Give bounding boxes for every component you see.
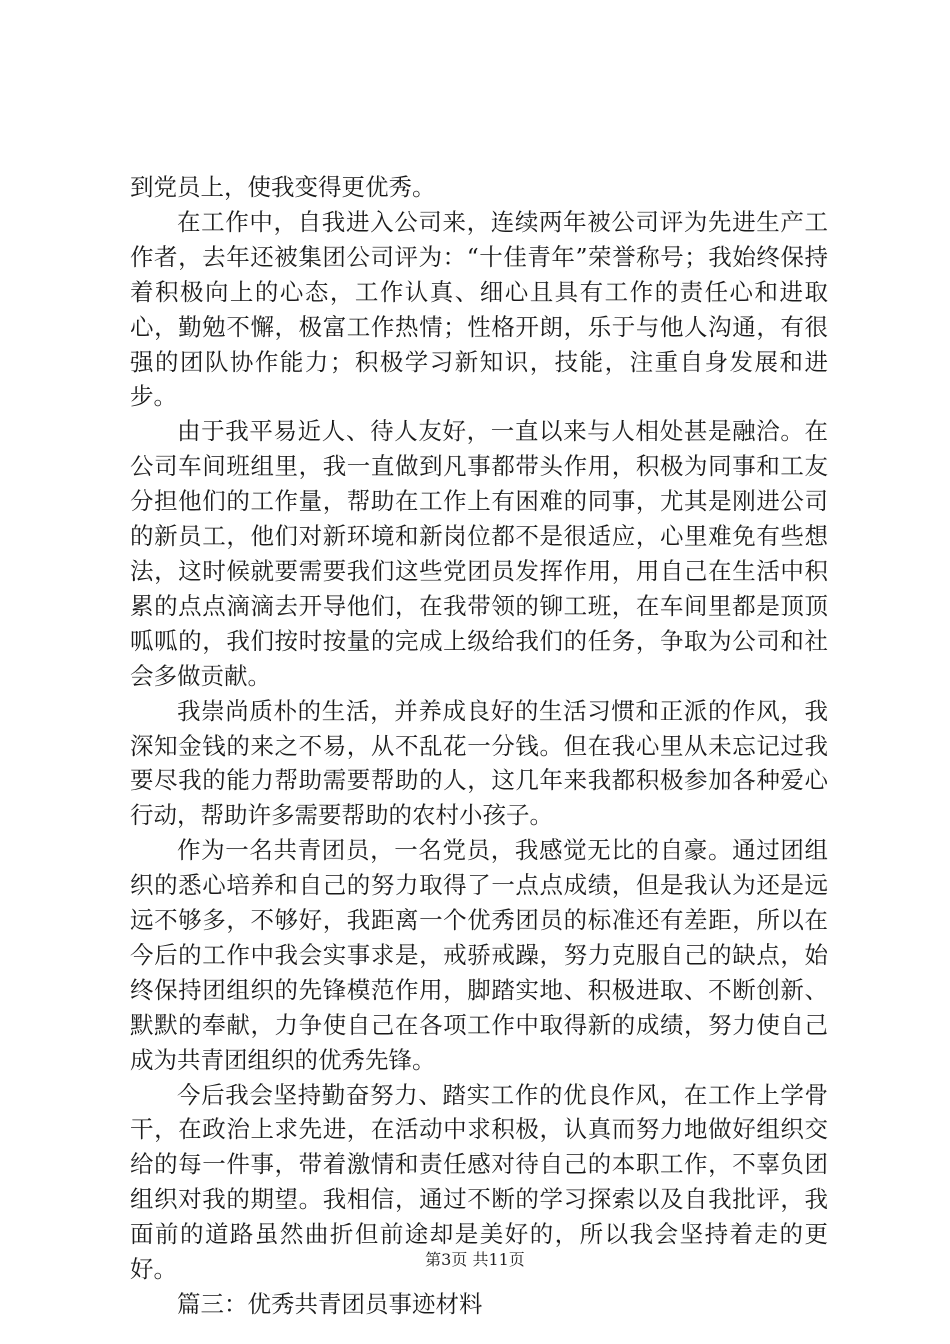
paragraph-league-member: 作为一名共青团员，一名党员，我感觉无比的自豪。通过团组织的悉心培养和自己的努力取得了一点点成绩，但是我认为还是远远不够多，不够好，我距离一个优秀团员的标准还有差距，所以在今后的工作中我会实事求是，戒骄戒躁，努力克服自己的缺点，始终保持团组织的先锋模范作用，脚踏实地、积极进取、不断创新、默默的奉献，力争使自己在各项工作中取得新的成绩，努力使自己成为共青团组织的优秀先锋。: [130, 836, 828, 1074]
paragraph-future-plans: 今后我会坚持勤奋努力、踏实工作的优良作风，在工作上学骨干，在政治上求先进，在活动中求积极，认真而努力地做好组织交给的每一件事，带着激情和责任感对待自己的本职工作，不辜负团组织对我的期望。我相信，通过不断的学习探索以及自我批评，我面前的道路虽然曲折但前途却是美好的，所以我会坚持着走的更好。: [130, 1080, 828, 1284]
page-number-footer: 第3页 共11页: [425, 1250, 525, 1269]
paragraph-work-achievements: 在工作中，自我进入公司来，连续两年被公司评为先进生产工作者，去年还被集团公司评为：“十佳青年”荣誉称号；我始终保持着积极向上的心态，工作认真、细心且具有工作的责任心和进取心，勤勉不懈，极富工作热情；性格开朗，乐于与他人沟通，有很强的团队协作能力；积极学习新知识，技能，注重自身发展和进步。: [130, 207, 828, 411]
section-heading: 篇三：优秀共青团员事迹材料: [177, 1290, 483, 1318]
paragraph-team-relations: 由于我平易近人、待人友好，一直以来与人相处甚是融洽。在公司车间班组里，我一直做到凡事都带头作用，积极为同事和工友分担他们的工作量，帮助在工作上有困难的同事，尤其是刚进公司的新员工，他们对新环境和新岗位都不是很适应，心里难免有些想法，这时候就要需要我们这些党团员发挥作用，用自己在生活中积累的点点滴滴去开导他们，在我带领的铆工班，在车间里都是顶顶呱呱的，我们按时按量的完成上级给我们的任务，争取为公司和社会多做贡献。: [130, 417, 828, 690]
paragraph-continuation: 到党员上，使我变得更优秀。: [130, 173, 436, 201]
document-body: [130, 170, 828, 1322]
paragraph-lifestyle: 我崇尚质朴的生活，并养成良好的生活习惯和正派的作风，我深知金钱的来之不易，从不乱花一分钱。但在我心里从未忘记过我要尽我的能力帮助需要帮助的人，这几年来我都积极参加各种爱心行动，帮助许多需要帮助的农村小孩子。: [130, 696, 828, 830]
